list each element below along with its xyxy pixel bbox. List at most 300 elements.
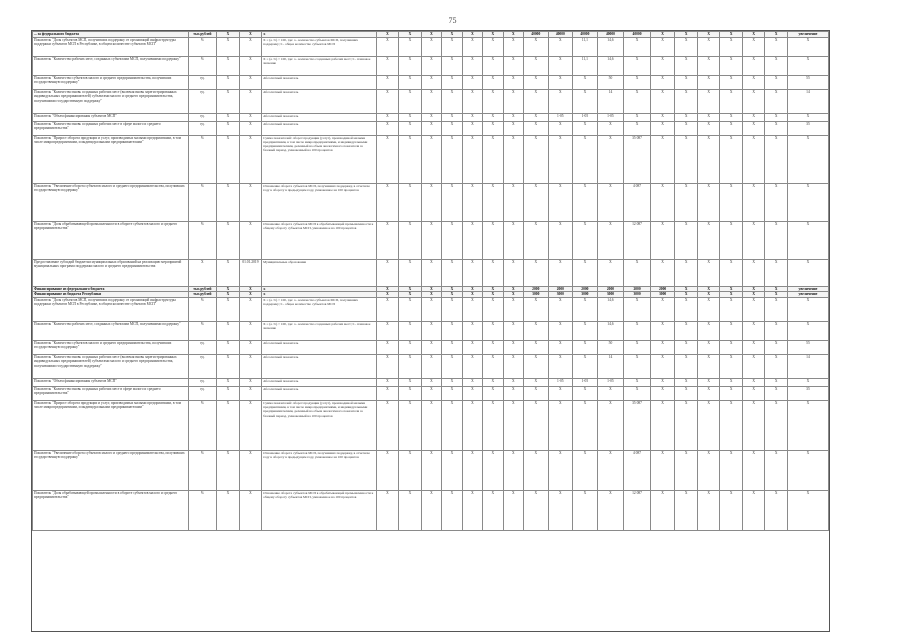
table-cell: Муниципальные образования [262, 259, 377, 286]
table-cell: X [483, 89, 503, 113]
table-cell: X [503, 56, 523, 75]
table-cell: X [548, 321, 573, 340]
table-row [33, 113, 829, 121]
table-cell: X [624, 259, 651, 286]
table-cell: X [376, 400, 399, 450]
table-cell: X [503, 32, 523, 38]
table-cell: X [742, 490, 765, 530]
table-cell: X [675, 297, 698, 321]
table-cell: 40000 [548, 32, 573, 38]
row-label-cell: Финансирование из федерального бюджета [33, 286, 189, 292]
table-cell: X = (a / b) × 100, где: a - количество субъектов МСП, получивших поддержку; b - общее количество субъектов МСП [262, 37, 377, 56]
table-cell: X [442, 259, 462, 286]
table-cell: X [675, 321, 698, 340]
table-cell: X [503, 121, 523, 135]
table-cell: X [573, 89, 598, 113]
table-cell: X [421, 286, 441, 292]
table-cell: X [697, 386, 720, 400]
table-cell: Отношение оборота субъектов МСП в обрабатывающей промышленности к общему обороту субъектов МСП, умноженное на 100 процентов [262, 221, 377, 259]
table-cell: X [217, 292, 240, 298]
table-cell: X [421, 321, 441, 340]
table-cell: X [462, 56, 482, 75]
table-cell: X [442, 490, 462, 530]
table-cell: X [217, 321, 240, 340]
table-row [33, 386, 829, 400]
table-cell: X [483, 75, 503, 89]
table-cell: X [573, 297, 598, 321]
table-cell: X [399, 400, 422, 450]
table-cell: 1-05 [548, 113, 573, 121]
table-cell: 14,6 [597, 321, 624, 340]
table-cell: X [742, 89, 765, 113]
table-cell: X [462, 450, 482, 490]
table-cell: X [765, 400, 788, 450]
table-cell: X [742, 286, 765, 292]
table-cell: ед. [188, 378, 217, 386]
table-cell: X [765, 32, 788, 38]
table-cell: X [765, 490, 788, 530]
table-cell: X [483, 56, 503, 75]
table-cell: X [483, 286, 503, 292]
table-cell: увеличение [787, 286, 828, 292]
table-cell: X [720, 37, 743, 56]
table-cell: X [697, 286, 720, 292]
table-cell: X [787, 221, 828, 259]
table-cell: X [462, 378, 482, 386]
table-cell: X [697, 221, 720, 259]
table-cell: X [442, 400, 462, 450]
table-cell: X [483, 259, 503, 286]
table-cell: 35 087 [624, 400, 651, 450]
table-cell: ед. [188, 75, 217, 89]
table-cell: X [765, 56, 788, 75]
table-cell: X [376, 297, 399, 321]
table-cell: X [421, 259, 441, 286]
table-cell: X [573, 135, 598, 183]
table-cell: X [765, 113, 788, 121]
table-cell: X [675, 75, 698, 89]
table-cell: X [217, 113, 240, 121]
table-cell: % [188, 221, 217, 259]
table-cell: 40000 [573, 32, 598, 38]
table-cell: X [650, 56, 675, 75]
table-cell: X [442, 450, 462, 490]
table-cell: X [765, 340, 788, 354]
table-cell: 2000 [597, 286, 624, 292]
table-row [33, 354, 829, 378]
table-cell: X [421, 354, 441, 378]
table-cell: X [462, 221, 482, 259]
table-cell: X [442, 221, 462, 259]
table-cell: X [442, 386, 462, 400]
table-cell: X [503, 89, 523, 113]
table-cell: X [524, 321, 549, 340]
table-cell: 14 [597, 354, 624, 378]
table-cell: 3000 [597, 292, 624, 298]
table-cell: X [442, 89, 462, 113]
table-cell: X [697, 354, 720, 378]
table-cell: X [787, 183, 828, 221]
table-cell: X [462, 89, 482, 113]
table-cell: X [421, 89, 441, 113]
table-cell: X [720, 113, 743, 121]
table-cell: X [399, 354, 422, 378]
table-cell: X [399, 259, 422, 286]
table-cell: X [742, 259, 765, 286]
table-cell: X [503, 286, 523, 292]
table-cell: 11,1 [573, 56, 598, 75]
table-cell: X [597, 135, 624, 183]
table-cell: X [650, 400, 675, 450]
table-cell: X [442, 183, 462, 221]
table-cell: X [442, 135, 462, 183]
table-cell: X [548, 183, 573, 221]
table-cell: X [376, 37, 399, 56]
table-cell: X [675, 292, 698, 298]
table-cell: X [597, 259, 624, 286]
table-cell: X [483, 321, 503, 340]
table-cell: 35 087 [624, 135, 651, 183]
table-cell: X [765, 75, 788, 89]
table-cell: X [742, 354, 765, 378]
table-cell: X [421, 297, 441, 321]
table-cell: X [239, 32, 262, 38]
table-cell: X [442, 121, 462, 135]
table-cell: X [765, 259, 788, 286]
table-cell: X [217, 286, 240, 292]
row-label-cell: Показатель "Доля субъектов МСП, получивших поддержку от организаций инфраструктуры поддержки субъектов МСП в Республике, в общем количестве субъектов МСП" [33, 37, 189, 56]
table-cell: ед. [188, 340, 217, 354]
page-number: 75 [448, 16, 457, 25]
table-cell: 1-05 [573, 378, 598, 386]
table-cell: X [421, 113, 441, 121]
table-cell: X [262, 292, 377, 298]
table-cell: X [421, 490, 441, 530]
document-sheet [31, 30, 830, 632]
table-cell: X [697, 450, 720, 490]
table-cell: X [524, 354, 549, 378]
row-label-cell: Показатель "Объем финансирования субъектов МСП" [33, 113, 189, 121]
table-cell: X [462, 135, 482, 183]
table-cell: X [524, 386, 549, 400]
table-cell: 11,1 [573, 37, 598, 56]
table-cell: X [675, 32, 698, 38]
table-cell: X [483, 113, 503, 121]
table-cell: X [239, 89, 262, 113]
table-cell: X [720, 321, 743, 340]
table-row [33, 56, 829, 75]
table-cell: X [503, 75, 523, 89]
table-cell: Отношение оборота субъектов МСП в обрабатывающей промышленности к общему обороту субъектов МСП, умноженное на 100 процентов [262, 490, 377, 530]
table-cell: X [399, 75, 422, 89]
table-cell: X [650, 378, 675, 386]
table-cell: X [217, 386, 240, 400]
table-cell: X [548, 89, 573, 113]
row-label-cell: Финансирование из бюджета Республики [33, 292, 189, 298]
table-cell: Сумма показателей: оборот продукции (услуг), производимой малыми предприятиями, в том числе микропредприятиями, и индивидуальными предпринимателями, деленный на объем аналогичного показателя за базовый период, умноженный на 100 процентов [262, 135, 377, 183]
table-cell: X [462, 75, 482, 89]
table-cell: X [787, 400, 828, 450]
table-cell: X [765, 183, 788, 221]
table-cell: X [524, 450, 549, 490]
table-cell: X [462, 490, 482, 530]
table-cell: 14,6 [597, 297, 624, 321]
table-cell: X [399, 135, 422, 183]
table-cell: X [548, 490, 573, 530]
table-cell: тыс.рублей [188, 292, 217, 298]
table-cell: X [376, 321, 399, 340]
table-cell: 4 087 [624, 183, 651, 221]
table-cell: X [442, 321, 462, 340]
row-label-cell: Показатель "Доля обрабатывающей промышленности в обороте субъектов малого и среднего предпринимательства" [33, 221, 189, 259]
table-cell: X [239, 490, 262, 530]
table-cell: X [573, 321, 598, 340]
table-cell: 14 [787, 354, 828, 378]
table-cell: X [483, 354, 503, 378]
table-cell: X [217, 75, 240, 89]
row-label-cell: Показатель "Количество вновь созданных рабочих мест в сфере малого и среднего предпринимательства" [33, 386, 189, 400]
table-cell: X [524, 56, 549, 75]
table-cell: X [399, 37, 422, 56]
table-cell: 2000 [624, 286, 651, 292]
table-cell: X [462, 297, 482, 321]
table-cell: X [720, 221, 743, 259]
table-cell: 12 087 [624, 221, 651, 259]
table-cell: X [675, 259, 698, 286]
table-cell: X [524, 75, 549, 89]
table-cell: X [239, 340, 262, 354]
table-cell: X [399, 121, 422, 135]
table-cell: X [483, 378, 503, 386]
table-cell: X [483, 32, 503, 38]
table-row [33, 400, 829, 450]
table-cell: X [742, 297, 765, 321]
table-cell: X [239, 400, 262, 450]
table-cell: X [503, 37, 523, 56]
table-cell: X [624, 113, 651, 121]
table-cell: X [503, 113, 523, 121]
table-cell: X [524, 183, 549, 221]
table-cell: X [624, 386, 651, 400]
table-cell: X [787, 321, 828, 340]
table-cell: X [597, 183, 624, 221]
table-cell: X [697, 113, 720, 121]
table-cell: 3000 [573, 292, 598, 298]
table-cell: X [239, 292, 262, 298]
table-cell: X [421, 32, 441, 38]
table-cell: X [239, 450, 262, 490]
table-cell: X [697, 259, 720, 286]
table-row [33, 89, 829, 113]
table-cell: 14,6 [597, 56, 624, 75]
table-cell: X [597, 450, 624, 490]
table-cell: X [624, 121, 651, 135]
table-cell: X [217, 340, 240, 354]
table-cell: X [462, 400, 482, 450]
table-cell: X [697, 89, 720, 113]
table-cell: X [217, 37, 240, 56]
table-cell: X [503, 321, 523, 340]
table-cell: X [483, 135, 503, 183]
table-cell: X [624, 297, 651, 321]
table-cell: X [675, 378, 698, 386]
table-cell: X [573, 183, 598, 221]
table-cell: % [188, 450, 217, 490]
table-cell: 4 087 [624, 450, 651, 490]
table-cell: X [524, 113, 549, 121]
table-cell: X [376, 378, 399, 386]
table-row [33, 378, 829, 386]
table-cell: X [399, 89, 422, 113]
table-cell: X [376, 292, 399, 298]
table-cell: X [239, 321, 262, 340]
table-cell: X [503, 135, 523, 183]
table-cell: X [720, 297, 743, 321]
table-cell: 35 [787, 121, 828, 135]
table-cell: X [720, 259, 743, 286]
table-cell: X [462, 386, 482, 400]
table-cell: X [675, 113, 698, 121]
table-cell: 1-05 [573, 113, 598, 121]
table-row [33, 259, 829, 286]
table-cell: 3000 [524, 292, 549, 298]
table-cell: X [624, 37, 651, 56]
table-cell: X [720, 56, 743, 75]
table-cell: X [462, 183, 482, 221]
table-cell: X [787, 135, 828, 183]
table-cell: X [503, 292, 523, 298]
table-cell: X [376, 56, 399, 75]
table-cell: X [720, 354, 743, 378]
table-cell: X [624, 56, 651, 75]
table-cell: X [217, 354, 240, 378]
table-cell: X [697, 37, 720, 56]
row-label-cell: Показатель "Увеличение оборота субъектов малого и среднего предпринимательства, получивших государственную поддержку" [33, 183, 189, 221]
table-cell: X [217, 89, 240, 113]
table-cell: X [421, 386, 441, 400]
table-cell: Абсолютный показатель [262, 113, 377, 121]
table-cell: ед. [188, 386, 217, 400]
table-row [33, 450, 829, 490]
table-cell: X [524, 221, 549, 259]
table-cell: X [399, 450, 422, 490]
table-cell: X [548, 221, 573, 259]
table-cell: X [675, 354, 698, 378]
table-cell: X [217, 259, 240, 286]
table-cell: X [548, 354, 573, 378]
table-cell: Абсолютный показатель [262, 340, 377, 354]
table-cell: X [624, 378, 651, 386]
table-cell: X [765, 297, 788, 321]
table-cell: X [720, 386, 743, 400]
row-label-cell: Показатель "Доля субъектов МСП, получивших поддержку от организаций инфраструктуры поддержки субъектов МСП в Республике, в общем количестве субъектов МСП" [33, 297, 189, 321]
table-cell: Отношение оборота субъектов МСП, получивших поддержку, в отчетном году к обороту в предыдущем году, умноженное на 100 процентов [262, 183, 377, 221]
row-label-cell: Показатель "Количество субъектов малого и среднего предпринимательства, получивших государственную поддержку" [33, 340, 189, 354]
table-cell: X [650, 113, 675, 121]
table-cell: X [573, 340, 598, 354]
table-cell: X [262, 32, 377, 38]
table-cell: X [524, 340, 549, 354]
table-cell: X [765, 89, 788, 113]
table-row [33, 340, 829, 354]
table-cell: X [217, 56, 240, 75]
table-cell: X [573, 490, 598, 530]
table-cell: X [765, 321, 788, 340]
table-cell: X [239, 354, 262, 378]
table-cell: X [399, 386, 422, 400]
table-cell: увеличение [787, 292, 828, 298]
table-cell: 2000 [650, 286, 675, 292]
table-cell: X [442, 286, 462, 292]
table-cell: X [462, 259, 482, 286]
table-cell: X [742, 32, 765, 38]
table-cell: X [650, 221, 675, 259]
table-row [33, 490, 829, 530]
table-cell: X [503, 378, 523, 386]
table-cell: X [624, 354, 651, 378]
table-cell: X [376, 354, 399, 378]
table-cell: X [597, 221, 624, 259]
table-cell: X [483, 292, 503, 298]
table-cell: % [188, 297, 217, 321]
table-cell: X [742, 400, 765, 450]
table-cell: X [624, 321, 651, 340]
table-cell: X [650, 450, 675, 490]
table-cell: X [765, 121, 788, 135]
table-cell: X [421, 221, 441, 259]
table-cell: 1-05 [597, 113, 624, 121]
table-row [33, 37, 829, 56]
table-cell: X [188, 259, 217, 286]
table-cell: X [697, 321, 720, 340]
table-cell: X [573, 75, 598, 89]
table-cell: X [483, 490, 503, 530]
table-cell: X [503, 340, 523, 354]
table-cell: X [675, 221, 698, 259]
table-cell: X [650, 183, 675, 221]
table-cell: X [239, 386, 262, 400]
table-cell: X [399, 183, 422, 221]
table-cell: X [483, 340, 503, 354]
table-cell: X [787, 297, 828, 321]
row-label-cell: Показатель "Количество вновь созданных рабочих мест (включая вновь зарегистрированных индивидуальных предпринимателей) субъектами малого и среднего предпринимательства, получившими государственную поддержку" [33, 89, 189, 113]
table-row [33, 221, 829, 259]
table-cell: X [239, 56, 262, 75]
table-cell: X [421, 183, 441, 221]
table-cell: X [650, 75, 675, 89]
table-cell: X [697, 297, 720, 321]
table-cell: X [650, 340, 675, 354]
table-cell: X [548, 56, 573, 75]
table-cell: X [742, 37, 765, 56]
table-cell: X [548, 297, 573, 321]
table-cell: X [462, 113, 482, 121]
row-label-cell: Показатель "Доля обрабатывающей промышленности в обороте субъектов малого и среднего предпринимательства" [33, 490, 189, 530]
table-cell: ед. [188, 354, 217, 378]
table-cell: X [675, 450, 698, 490]
table-cell: X [442, 292, 462, 298]
table-cell: X [483, 297, 503, 321]
table-cell: X [765, 378, 788, 386]
table-cell: X [742, 113, 765, 121]
table-cell: X [239, 297, 262, 321]
table-row [33, 121, 829, 135]
table-cell: 2000 [524, 286, 549, 292]
table-cell: X [239, 37, 262, 56]
row-label-cell: Показатель "Количество вновь созданных рабочих мест (включая вновь зарегистрированных индивидуальных предпринимателей) субъектами малого и среднего предпринимательства, получившими государственную поддержку" [33, 354, 189, 378]
table-cell: X [720, 292, 743, 298]
table-cell: увеличение [787, 32, 828, 38]
